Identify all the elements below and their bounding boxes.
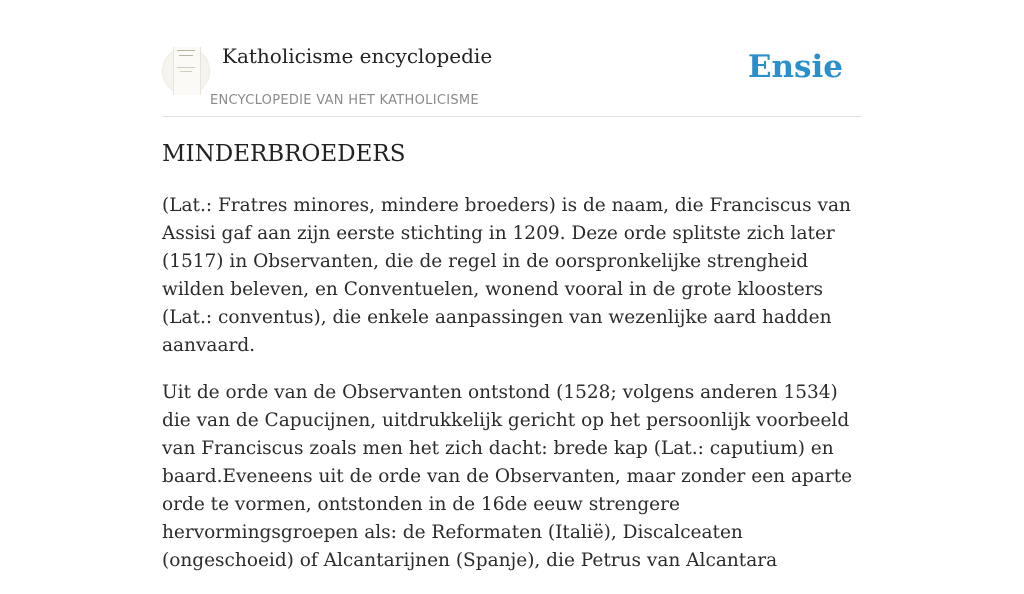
ensie-logo-link[interactable]: Ensie [747, 49, 843, 85]
cover-text-line [177, 67, 195, 68]
article-paragraph: (Lat.: Fratres minores, mindere broeders) is de naam, die Franciscus van Assisi gaf aan zijn eerste stichting in 1209. Deze orde splitste zich later (1517) in Observanten, die de regel in de oorspronkelijke strengheid wilden beleven, en Conventuelen, wonend vooral in de grote kloosters (Lat.: conventus), die enkele aanpassingen van wezenlijke aard hadden aanvaard. [162, 195, 851, 356]
book-cover-icon[interactable] [162, 47, 210, 95]
article-title: MINDERBROEDERS [162, 141, 406, 167]
cover-text-line [180, 71, 192, 72]
article-paragraph: Uit de orde van de Observanten ontstond (1528; volgens anderen 1534) die van de Capucijnen, uitdrukkelijk gericht op het persoonlijk voorbeeld van Franciscus zoals men het zich dacht: brede kap (Lat.: caputium) en baard.Eveneens uit de orde van de Observanten, maar zonder een aparte orde te vormen, ontstonden in de 16de eeuw strengere hervormingsgroepen als: de Reformaten (Italië), Discalceaten (ongeschoeid) of Alcantarijnen (Spanje), die Petrus van Alcantara [162, 382, 853, 571]
site-subtitle: ENCYCLOPEDIE VAN HET KATHOLICISME [210, 93, 479, 108]
article [162, 138, 866, 594]
cover-title-line [177, 50, 195, 51]
cover-subtitle-line [179, 55, 193, 56]
site-title-link[interactable]: Katholicisme encyclopedie [222, 44, 493, 68]
site-header [162, 0, 862, 117]
